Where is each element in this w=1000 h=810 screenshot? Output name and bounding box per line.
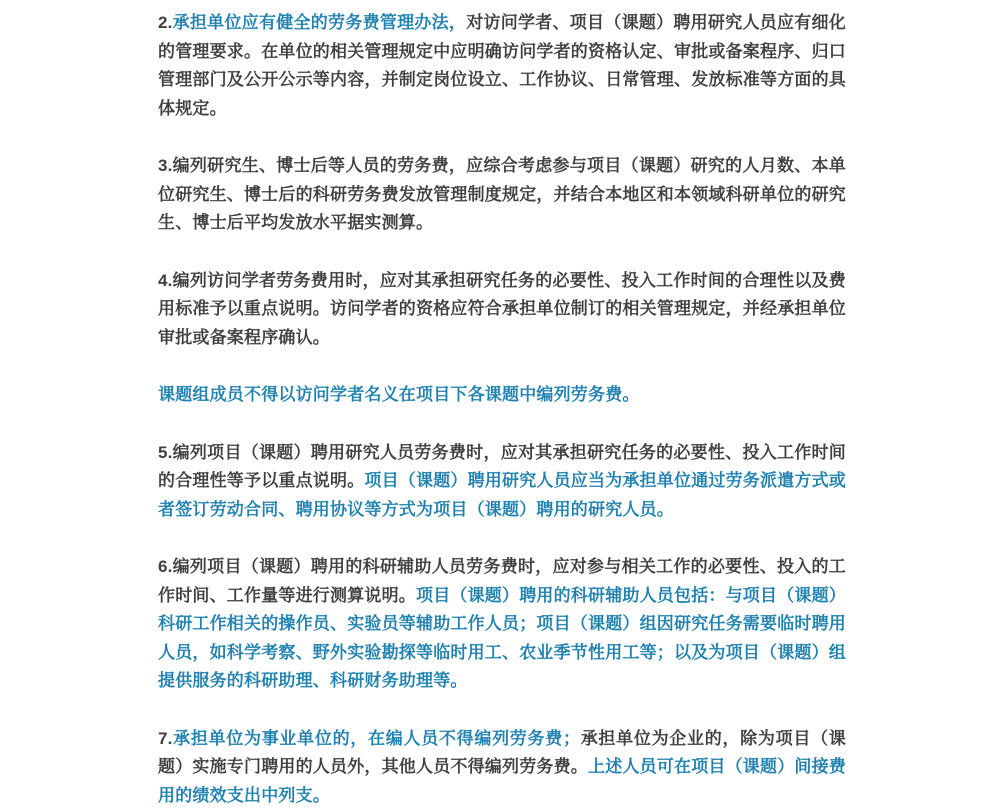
text-segment: 3.编列研究生、博士后等人员的劳务费，应综合考虑参与项目（课题）研究的人月数、本单位研究生、博士后的科研劳务费发放管理制度规定，并结合本地区和本领域科研单位的研究生、博士后平均发放水平据实测算。 bbox=[158, 156, 846, 232]
text-segment: 对访问学者、项目（课题）聘用研究人员应有细化的管理要求。在单位的相关管理规定中应明确访问学者的资格认定、审批或备案程序、归口管理部门及公开公示等内容，并制定岗位设立、工作协议、日常管理、发放标准等方面的具体规定。 bbox=[158, 13, 846, 118]
highlighted-text-segment: 项目（课题）聘用研究人员应当为承担单位通过劳务派遣方式或者签订劳动合同、聘用协议等方式为项目（课题）聘用的研究人员。 bbox=[158, 471, 846, 519]
paragraph bbox=[158, 725, 846, 810]
text-segment: 5.编列项目（课题）聘用研究人员劳务费时，应对其承担研究任务的必要性、投入工作时间的合理性等予以重点说明。 bbox=[158, 443, 846, 491]
paragraph bbox=[158, 439, 846, 525]
text-segment: 2. bbox=[158, 13, 173, 32]
text-segment: 承担单位为企业的，除为项目（课题）实施专门聘用的人员外，其他人员不得编列劳务费。 bbox=[158, 729, 846, 777]
highlighted-text-segment: 承担单位为事业单位的，在编人员不得编列劳务费； bbox=[173, 729, 581, 748]
paragraph bbox=[158, 267, 846, 353]
text-segment: 7. bbox=[158, 729, 173, 748]
highlighted-text-segment: 课题组成员不得以访问学者名义在项目下各课题中编列劳务费。 bbox=[158, 385, 640, 404]
document-body bbox=[158, 0, 846, 810]
paragraph bbox=[158, 9, 846, 123]
paragraph bbox=[158, 381, 846, 410]
paragraph bbox=[158, 553, 846, 696]
highlighted-text-segment: 承担单位应有健全的劳务费管理办法， bbox=[173, 13, 467, 32]
paragraph bbox=[158, 152, 846, 238]
highlighted-text-segment: 上述人员可在项目（课题）间接费用的绩效支出中列支。 bbox=[158, 757, 846, 805]
highlighted-text-segment: 项目（课题）聘用的科研辅助人员包括：与项目（课题）科研工作相关的操作员、实验员等辅助工作人员；项目（课题）组因研究任务需要临时聘用人员，如科学考察、野外实验勘探等临时用工、农业季节性用工等；以及为项目（课题）组提供服务的科研助理、科研财务助理等。 bbox=[158, 586, 846, 691]
text-segment: 4.编列访问学者劳务费用时，应对其承担研究任务的必要性、投入工作时间的合理性以及费用标准予以重点说明。访问学者的资格应符合承担单位制订的相关管理规定，并经承担单位审批或备案程序确认。 bbox=[158, 271, 846, 347]
text-segment: 6.编列项目（课题）聘用的科研辅助人员劳务费时，应对参与相关工作的必要性、投入的工作时间、工作量等进行测算说明。 bbox=[158, 557, 846, 605]
